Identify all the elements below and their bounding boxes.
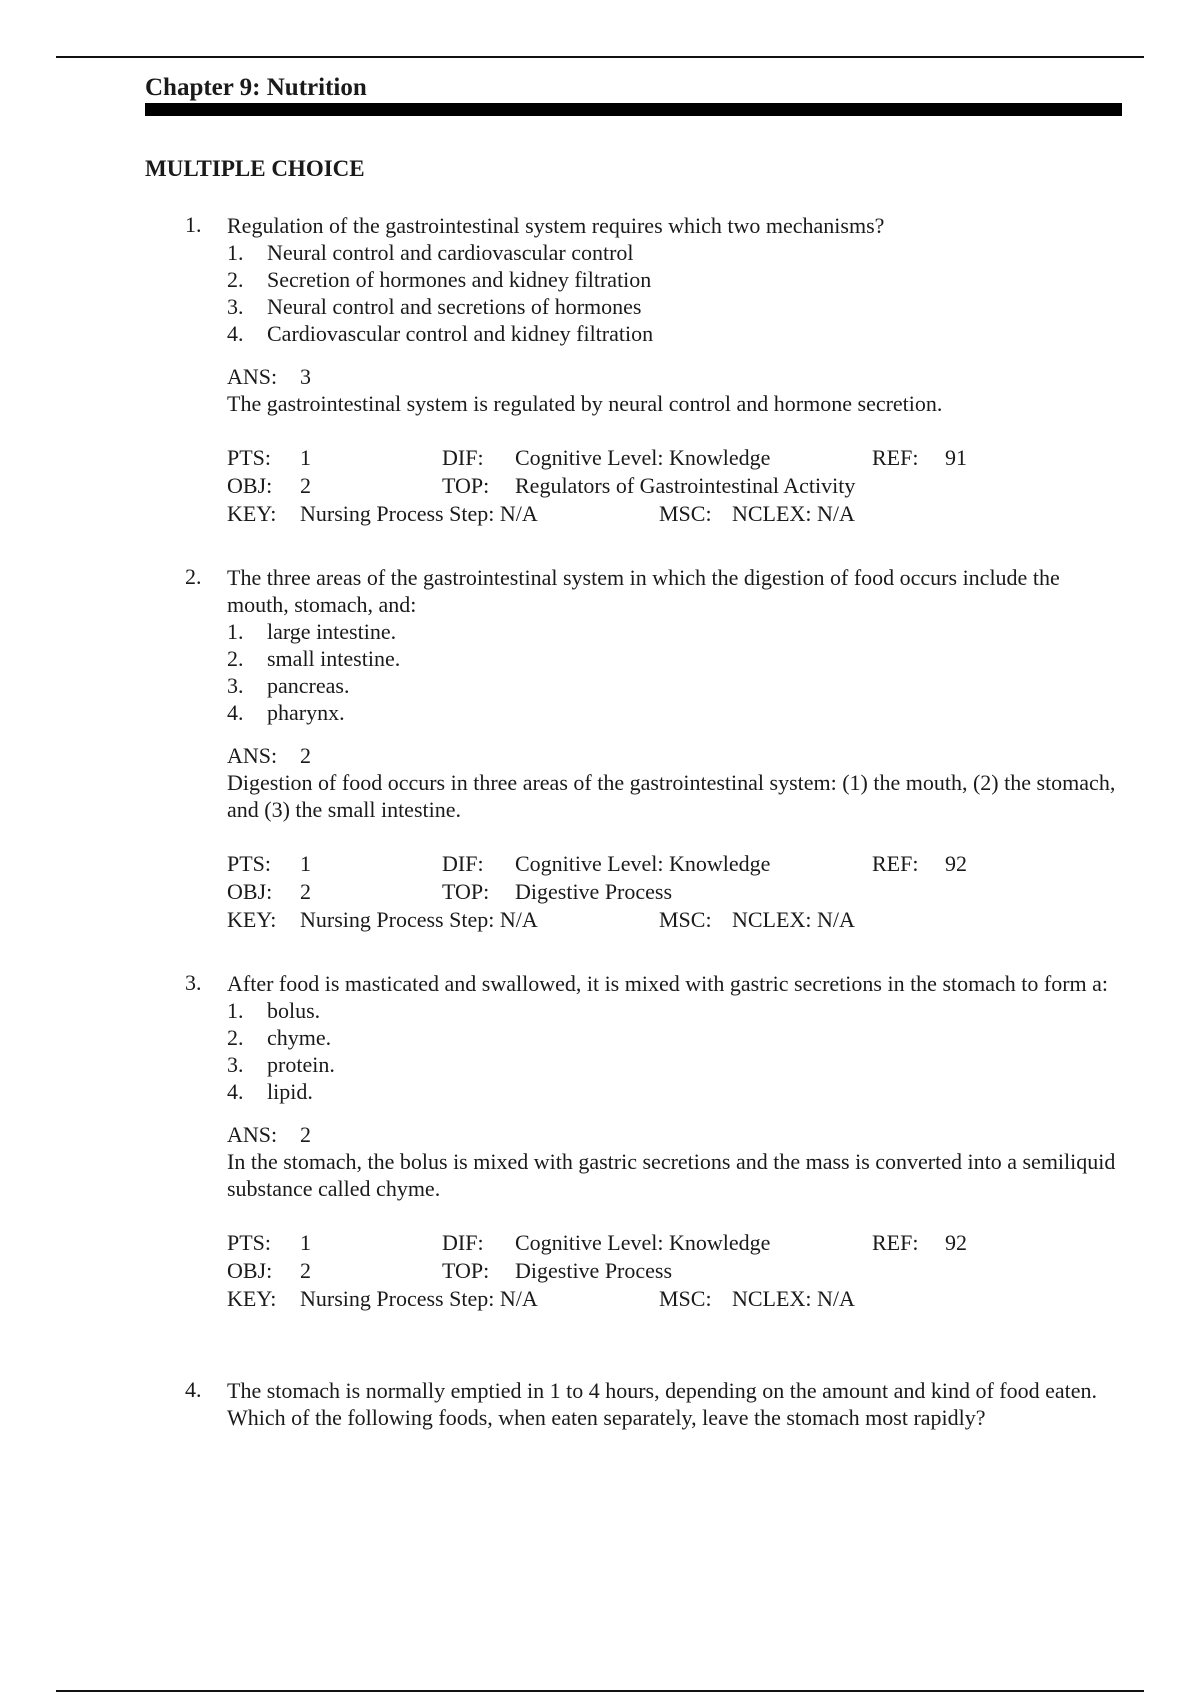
question-number: 1. [185, 212, 202, 237]
question-number: 3. [185, 970, 202, 995]
option: 1. large intestine. [227, 619, 397, 644]
question-4 [185, 1377, 1125, 1431]
option: 1. Neural control and cardiovascular control [227, 240, 634, 265]
options-list [227, 239, 1125, 347]
question-metadata: PTS: 1 DIF: Cognitive Level: Knowledge REF: 91 OBJ: 2 TOP: Regulators of Gastrointestinal Activity KEY: Nursing Process Step: N/A MSC: NCLEX: N/A [227, 445, 967, 526]
answer: ANS: 2 [227, 1122, 311, 1147]
question-number: 2. [185, 564, 202, 589]
chapter-title: Chapter 9: Nutrition [145, 74, 367, 101]
options-list [227, 618, 1125, 726]
question-1 [185, 212, 1125, 528]
question-text: The three areas of the gastrointestinal system in which the digestion of food occurs include the mouth, stomach, and: [227, 565, 1060, 617]
option: 1. bolus. [227, 998, 321, 1023]
question-2 [185, 564, 1125, 934]
question-text: The stomach is normally emptied in 1 to 4 hours, depending on the amount and kind of food eaten. Which of the following foods, when eaten separately, leave the stomach most rapidly? [227, 1378, 1098, 1430]
options-list [227, 997, 1125, 1105]
question-text: After food is masticated and swallowed, it is mixed with gastric secretions in the stomach to form a: [227, 971, 1109, 996]
option: 3. Neural control and secretions of hormones [227, 294, 642, 319]
question-number: 4. [185, 1377, 202, 1402]
question-text: Regulation of the gastrointestinal system requires which two mechanisms? [227, 213, 885, 238]
question-3 [185, 970, 1125, 1313]
option: 4. Cardiovascular control and kidney filtration [227, 321, 654, 346]
rationale: In the stomach, the bolus is mixed with gastric secretions and the mass is converted into a semiliquid substance called chyme. [227, 1149, 1116, 1201]
question-metadata: PTS: 1 DIF: Cognitive Level: Knowledge REF: 92 OBJ: 2 TOP: Digestive Process KEY: Nursing Process Step: N/A MSC: NCLEX: N/A [227, 851, 967, 932]
question-metadata: PTS: 1 DIF: Cognitive Level: Knowledge REF: 92 OBJ: 2 TOP: Digestive Process KEY: Nursing Process Step: N/A MSC: NCLEX: N/A [227, 1230, 967, 1311]
option: 3. protein. [227, 1052, 335, 1077]
option: 3. pancreas. [227, 673, 350, 698]
section-heading: MULTIPLE CHOICE [145, 156, 365, 181]
answer: ANS: 3 [227, 364, 311, 389]
rationale: The gastrointestinal system is regulated by neural control and hormone secretion. [227, 391, 943, 416]
option: 2. small intestine. [227, 646, 401, 671]
rationale: Digestion of food occurs in three areas of the gastrointestinal system: (1) the mouth, (2) the stomach, and (3) the small intestine. [227, 770, 1116, 822]
answer: ANS: 2 [227, 743, 311, 768]
option: 2. Secretion of hormones and kidney filtration [227, 267, 652, 292]
top-rule [56, 56, 1144, 58]
title-underline [145, 103, 1122, 116]
bottom-rule [56, 1690, 1144, 1692]
option: 4. pharynx. [227, 700, 345, 725]
option: 2. chyme. [227, 1025, 332, 1050]
option: 4. lipid. [227, 1079, 313, 1104]
